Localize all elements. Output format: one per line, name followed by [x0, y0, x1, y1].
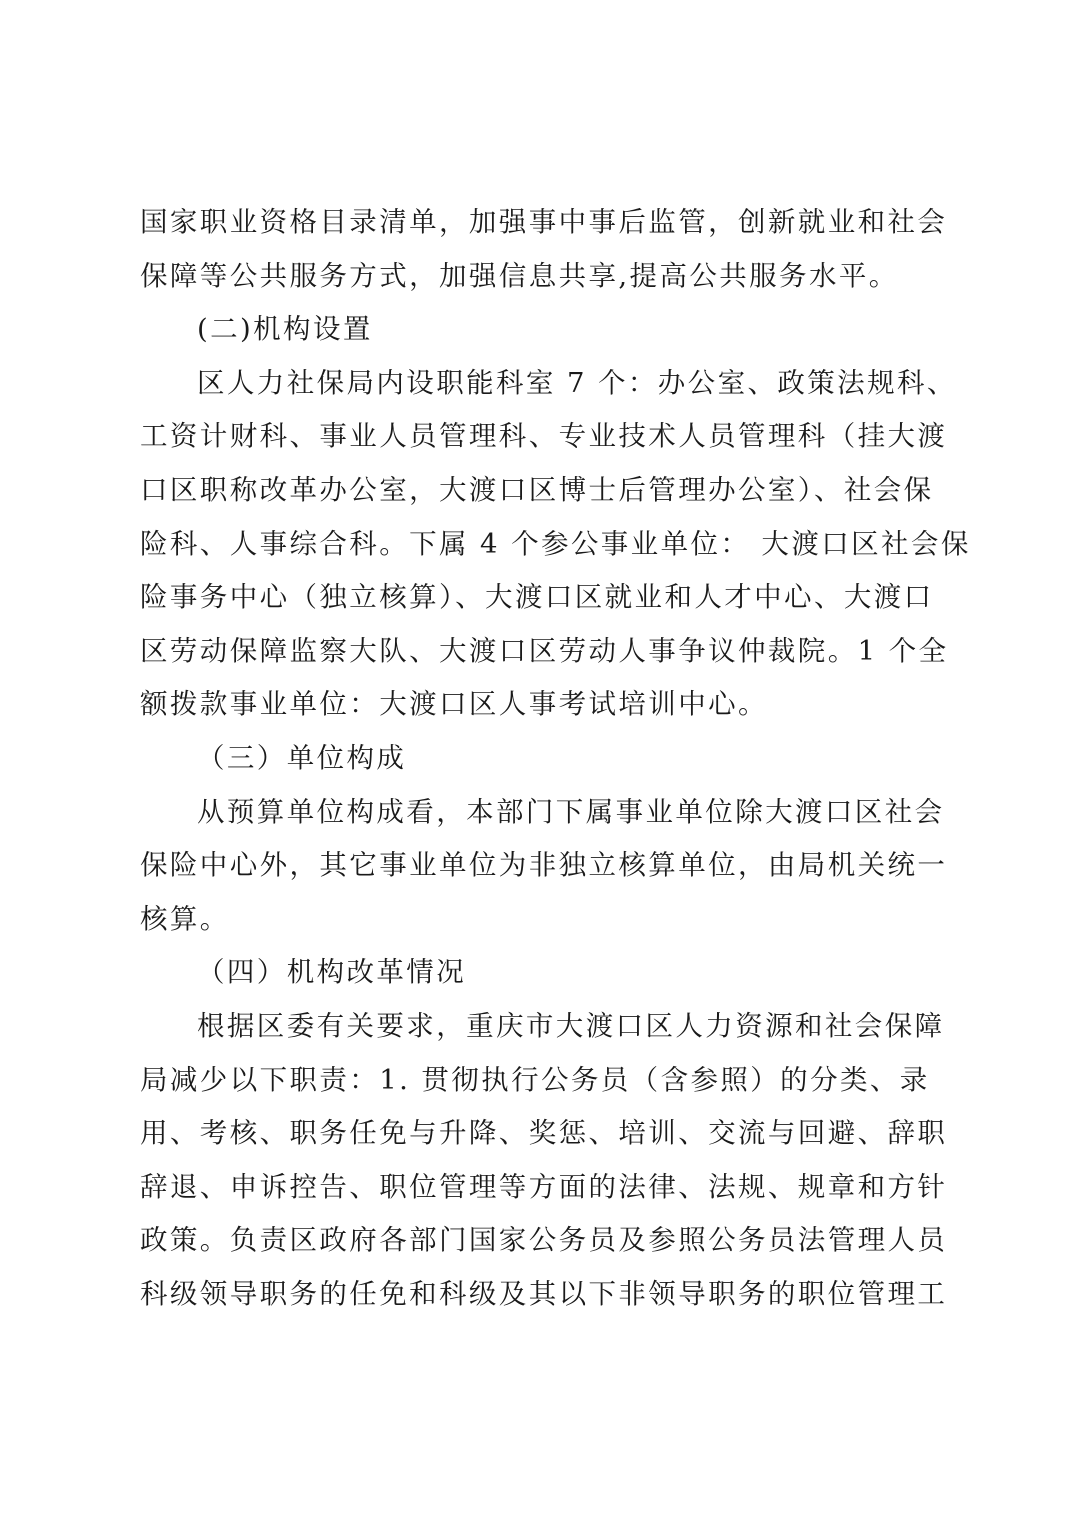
text-line: 政策。负责区政府各部门国家公务员及参照公务员法管理人员: [140, 1224, 948, 1257]
text-line: 核算。: [140, 902, 230, 935]
text-line: 工资计财科、事业人员管理科、专业技术人员管理科（挂大渡: [140, 420, 948, 453]
text-line: 国家职业资格目录清单，加强事中事后监管，创新就业和社会: [140, 206, 948, 238]
section-heading: （四）机构改革情况: [197, 956, 467, 989]
text-line: 险科、人事综合科。下属 4 个参公事业单位： 大渡口区社会保: [140, 527, 971, 560]
section-heading: （三）单位构成: [197, 741, 407, 774]
text-line: 根据区委有关要求，重庆市大渡口区人力资源和社会保障: [197, 1009, 945, 1042]
text-line: 额拨款事业单位：大渡口区人事考试培训中心。: [140, 688, 768, 721]
section-heading: (二)机构设置: [197, 313, 373, 346]
text-line: 口区职称改革办公室，大渡口区博士后管理办公室）、社会保: [140, 473, 934, 506]
text-line: 局减少以下职责：1. 贯彻执行公务员（含参照）的分类、录: [140, 1063, 930, 1096]
text-line: 区人力社保局内设职能科室 7 个：办公室、政策法规科、: [197, 366, 957, 399]
text-line: 区劳动保障监察大队、大渡口区劳动人事争议仲裁院。1 个全: [140, 634, 949, 667]
text-line: 保障等公共服务方式，加强信息共享,提高公共服务水平。: [140, 259, 899, 292]
text-line: 用、考核、职务任免与升降、奖惩、培训、交流与回避、辞职: [140, 1117, 948, 1150]
document-body: [140, 196, 971, 1321]
text-line: 保险中心外，其它事业单位为非独立核算单位，由局机关统一: [140, 849, 948, 882]
text-line: 科级领导职务的任免和科级及其以下非领导职务的职位管理工: [140, 1277, 948, 1310]
text-line: 从预算单位构成看，本部门下属事业单位除大渡口区社会: [197, 795, 945, 828]
text-line: 险事务中心（独立核算）、大渡口区就业和人才中心、大渡口: [140, 581, 934, 614]
text-line: 辞退、申诉控告、职位管理等方面的法律、法规、规章和方针: [140, 1170, 948, 1203]
